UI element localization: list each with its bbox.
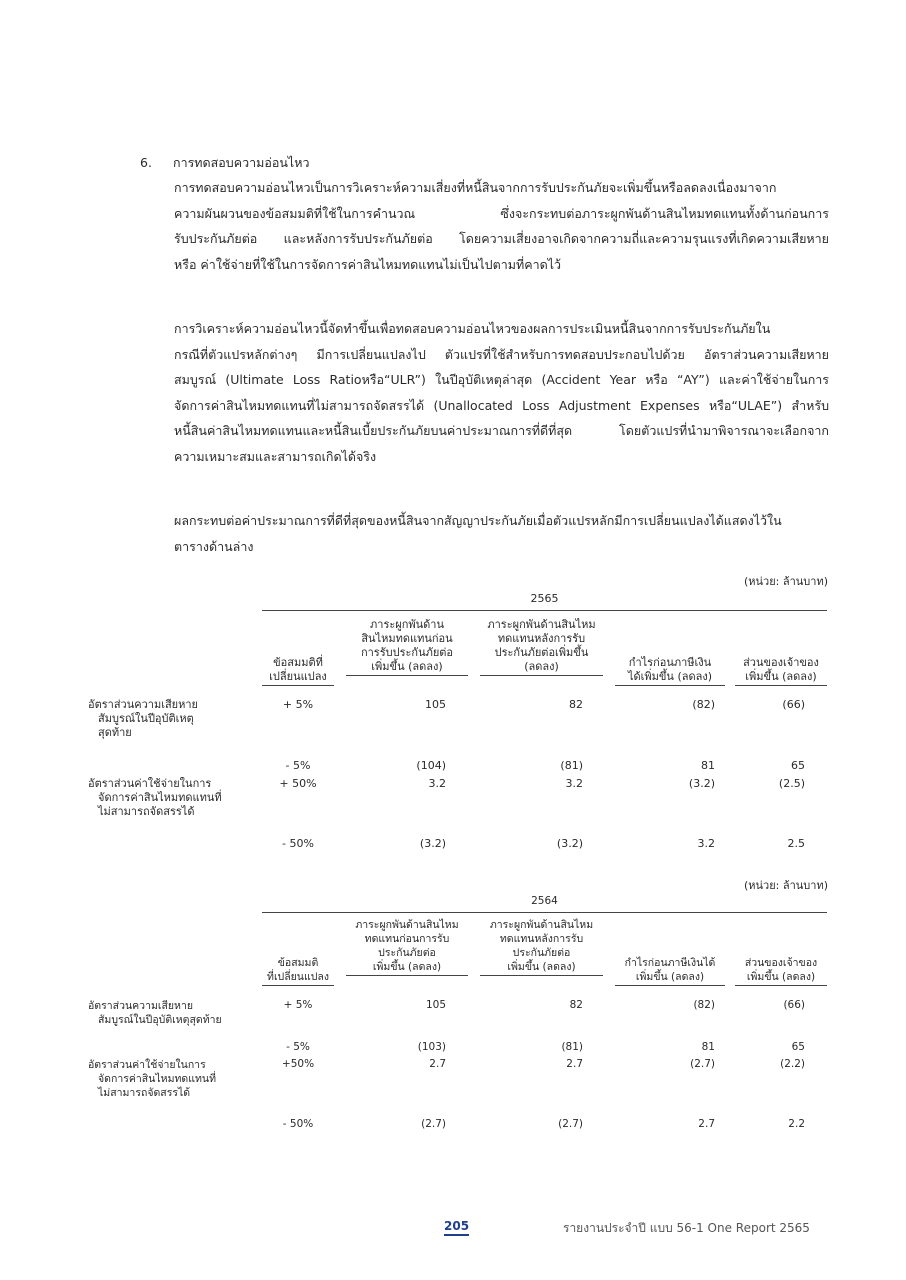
table-year: 2564 [531, 895, 558, 907]
paragraph-line: สมบูรณ์ (Ultimate Loss Ratioหรือ“ULR”) ในปีอุบัติเหตุล่าสุด (Accident Year หรือ “AY”) และค่าใช้จ่ายในการ [174, 372, 829, 387]
header-line: เพิ่มขึ้น (ลดลง) [635, 971, 705, 983]
row-label-line: ไม่สามารถจัดสรรได้ [98, 1087, 191, 1099]
header-assumption [262, 956, 334, 986]
table-cell: - 50% [282, 837, 314, 850]
header-equity [735, 656, 827, 686]
table-cell: - 5% [286, 1041, 310, 1053]
table-cell: (2.2) [780, 1058, 805, 1070]
paragraph-line: ความเหมาะสมและสามารถเกิดได้จริง [174, 448, 377, 464]
table-cell: 65 [791, 1041, 805, 1053]
header-line: ข้อสมมติ [277, 957, 319, 969]
table-cell: + 50% [279, 777, 317, 790]
section-heading [140, 153, 309, 173]
header-line: ภาระผูกพันด้านสินไหม [489, 919, 594, 931]
header-profit-before-tax [615, 656, 725, 686]
paragraph-line: จัดการค่าสินไหมทดแทนที่ไม่สามารถจัดสรรได้ (Unallocated Loss Adjustment Expenses หรือ“ULAE”) สำหรับ [174, 397, 829, 413]
header-line: ประกันภัยต่อเพิ่มขึ้น [494, 646, 589, 659]
row-label-line: สัมบูรณ์ในปีอุบัติเหตุสุดท้าย [98, 1014, 222, 1026]
row-label-ulr [88, 999, 258, 1027]
table-cell: (3.2) [419, 837, 446, 850]
header-line: ทดแทนหลังการรับ [497, 632, 586, 645]
header-line: เพิ่มขึ้น (ลดลง) [746, 971, 816, 983]
paragraph-line: ตารางด้านล่าง [174, 538, 254, 554]
header-line: เพิ่มขึ้น (ลดลง) [507, 961, 576, 973]
table-cell: 2.7 [698, 1118, 715, 1130]
header-line: ภาระผูกพันด้านสินไหม [487, 618, 596, 631]
table-year-rule [262, 912, 827, 913]
table-cell: 81 [701, 1041, 715, 1053]
header-line: ทดแทนก่อนการรับ [364, 933, 450, 945]
row-label-line: อัตราส่วนค่าใช้จ่ายในการ [88, 777, 212, 790]
row-label-line: จัดการค่าสินไหมทดแทนที่ [98, 1073, 217, 1085]
row-label-line: ไม่สามารถจัดสรรได้ [98, 805, 195, 818]
section-number: 6. [140, 155, 152, 170]
table-year-rule [262, 610, 827, 611]
header-line: ทดแทนหลังการรับ [499, 933, 584, 945]
header-line: เพิ่มขึ้น (ลดลง) [371, 660, 443, 673]
table-cell: (81) [560, 759, 583, 772]
header-line: ข้อสมมติที่ [273, 656, 323, 669]
header-line: การรับประกันภัยต่อ [360, 646, 454, 659]
page-number: 205 [444, 1219, 469, 1236]
table-cell: 3.2 [697, 837, 715, 850]
paragraph-line: รับประกันภัยต่อ และหลังการรับประกันภัยต่อ โดยความเสี่ยงอาจเกิดจากความถี่และความรุนแรงที่เกิดความเสียหาย [174, 231, 829, 246]
header-line: (ลดลง) [524, 660, 559, 673]
header-line: สินไหมทดแทนก่อน [361, 632, 453, 645]
paragraph-line: หนี้สินค่าสินไหมทดแทนและหนี้สินเบี้ยประกันภัยบนค่าประมาณการที่ดีที่สุด โดยตัวแปรที่นำมาพิจารณาจะเลือกจาก [174, 423, 829, 438]
row-label-line: อัตราส่วนค่าใช้จ่ายในการ [88, 1059, 206, 1071]
header-equity [735, 956, 827, 986]
row-label-line: สัมบูรณ์ในปีอุบัติเหตุ [98, 712, 194, 725]
table-cell: 65 [791, 759, 805, 772]
header-profit-before-tax [615, 956, 725, 986]
unit-label: (หน่วย: ล้านบาท) [743, 879, 828, 892]
table-cell: 2.2 [788, 1118, 805, 1130]
table-cell: (2.7) [421, 1118, 446, 1130]
header-gross-liability [346, 918, 468, 976]
header-net-liability [480, 618, 603, 676]
table-cell: 82 [569, 999, 583, 1011]
paragraph-line: การวิเคราะห์ความอ่อนไหวนี้จัดทำขึ้นเพื่อทดสอบความอ่อนไหวของผลการประเมินหนี้สินจากการรับประกันภัยใน [174, 321, 771, 336]
header-line: เพิ่มขึ้น (ลดลง) [372, 961, 442, 973]
table-cell: (82) [692, 698, 715, 711]
table-cell: 81 [701, 759, 715, 772]
paragraph-line: ผลกระทบต่อค่าประมาณการที่ดีที่สุดของหนี้สินจากสัญญาประกันภัยเมื่อตัวแปรหลักมีการเปลี่ยนแปลงได้แสดงไว้ใน [174, 513, 782, 528]
paragraph-method [174, 316, 829, 469]
row-label-line: สุดท้าย [98, 726, 132, 739]
table-cell: - 5% [285, 759, 311, 772]
table-cell: 2.7 [429, 1058, 446, 1070]
header-line: ภาระผูกพันด้าน [370, 618, 444, 631]
header-assumption [262, 656, 334, 686]
table-year: 2565 [530, 592, 559, 605]
table-cell: (82) [693, 999, 715, 1011]
header-line: กำไรก่อนภาษีเงินได้ [624, 957, 716, 969]
table-cell: 2.7 [566, 1058, 583, 1070]
table-cell: 3.2 [428, 777, 446, 790]
unit-label: (หน่วย: ล้านบาท) [743, 575, 828, 588]
section-title: การทดสอบความอ่อนไหว [173, 155, 310, 170]
header-line: ประกันภัยต่อ [378, 947, 436, 959]
table-cell: (2.5) [778, 777, 805, 790]
header-line: ประกันภัยต่อ [512, 947, 571, 959]
header-net-liability [480, 918, 603, 976]
table-cell: - 50% [282, 1118, 314, 1130]
table-cell: (103) [417, 1041, 446, 1053]
header-line: ส่วนของเจ้าของ [744, 957, 818, 969]
row-label-line: จัดการค่าสินไหมทดแทนที่ [98, 791, 222, 804]
row-label-line: อัตราส่วนความเสียหาย [88, 1000, 193, 1012]
table-cell: 105 [425, 698, 446, 711]
table-cell: +50% [281, 1058, 315, 1070]
header-line: เปลี่ยนแปลง [269, 670, 327, 683]
table-cell: (104) [416, 759, 446, 772]
table-cell: (66) [783, 999, 805, 1011]
table-cell: (81) [561, 1041, 583, 1053]
report-name: รายงานประจำปี แบบ 56-1 One Report 2565 [563, 1221, 810, 1235]
table-cell: 82 [569, 698, 583, 711]
table-cell: 2.5 [787, 837, 805, 850]
header-line: เพิ่มขึ้น (ลดลง) [745, 670, 817, 683]
paragraph-impact [174, 508, 829, 559]
header-line: ภาระผูกพันด้านสินไหม [355, 919, 459, 931]
header-gross-liability [346, 618, 468, 676]
paragraph-line: การทดสอบความอ่อนไหวเป็นการวิเคราะห์ความเสี่ยงที่หนี้สินจากการรับประกันภัยจะเพิ่มขึ้นหรือลดลงเนื่องมาจาก [174, 180, 777, 195]
table-cell: 3.2 [565, 777, 583, 790]
table-cell: (3.2) [556, 837, 583, 850]
row-label-ulr [88, 698, 253, 740]
table-cell: + 5% [282, 698, 314, 711]
table-cell: (2.7) [690, 1058, 715, 1070]
paragraph-line: กรณีที่ตัวแปรหลักต่างๆ มีการเปลี่ยนแปลงไป ตัวแปรที่ใช้สำหรับการทดสอบประกอบไปด้วย อัตราส่วนความเสียหาย [174, 346, 829, 362]
paragraph-line: ความผันผวนของข้อสมมติที่ใช้ในการคำนวณ ซึ่งจะกระทบต่อภาระผูกพันด้านสินไหมทดแทนทั้งด้านก่อนการ [174, 205, 829, 221]
paragraph-overview [174, 175, 829, 277]
table-cell: (2.7) [558, 1118, 583, 1130]
row-label-ulae [88, 777, 253, 819]
paragraph-line: หรือ ค่าใช้จ่ายที่ใช้ในการจัดการค่าสินไหมทดแทนไม่เป็นไปตามที่คาดไว้ [174, 256, 562, 272]
header-line: ส่วนของเจ้าของ [743, 656, 819, 669]
header-line: ที่เปลี่ยนแปลง [267, 971, 329, 983]
table-cell: (66) [782, 698, 805, 711]
table-cell: (3.2) [688, 777, 715, 790]
table-cell: 105 [425, 999, 446, 1011]
header-line: กำไรก่อนภาษีเงิน [628, 656, 712, 669]
row-label-ulae [88, 1058, 253, 1100]
row-label-line: อัตราส่วนความเสียหาย [88, 698, 198, 711]
table-cell: + 5% [283, 999, 313, 1011]
header-line: ได้เพิ่มขึ้น (ลดลง) [627, 670, 713, 683]
